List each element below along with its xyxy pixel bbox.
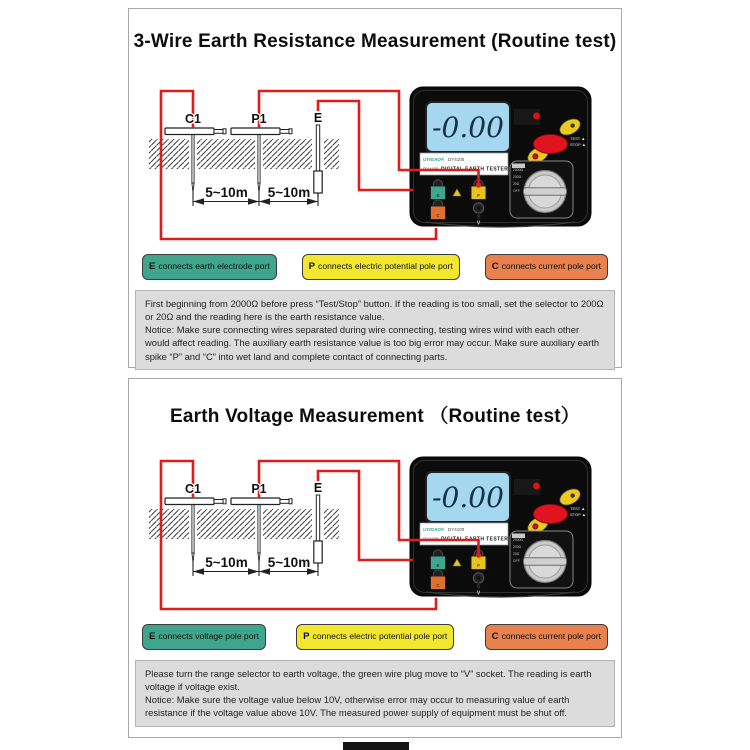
note-line-2: Notice: Make sure connecting wires separated during wire connecting, testing wires wind with each other would affect reading. The auxiliary earth resistance value is too big error may occur. Make sure auxiliary earth spike “P” and “C” into wet land and complete contact of connecting parts. [145, 324, 600, 362]
legend-c [485, 624, 608, 650]
test-button[interactable] [534, 135, 568, 154]
device-name-label: DIGITAL EARTH TESTER [441, 166, 509, 173]
earth-tester-device [410, 457, 591, 597]
range-selector-panel [510, 161, 573, 218]
dial-mark: 2000Ω [513, 538, 524, 542]
legend-e-text: connects voltage pole port [158, 631, 259, 641]
legend-e-letter: E [149, 261, 156, 272]
rotary-dial-knob[interactable] [524, 541, 567, 583]
panel-earth-resistance [128, 8, 622, 368]
page-title: 3-Wire Earth Resistance Measurement (Routine test) [133, 31, 617, 52]
port-v-label: V [476, 590, 481, 597]
distance-label-right: 5~10m [267, 555, 311, 570]
port-c-label: C [436, 583, 440, 588]
panel-earth-voltage [128, 378, 622, 738]
legend-c-text: connects current pole port [501, 631, 601, 641]
dial-mark: 200Ω [513, 175, 522, 179]
port-v-label: V [476, 220, 481, 227]
port-p-label: P [477, 193, 480, 198]
port-e-label: E [436, 563, 440, 568]
distance-label-left: 5~10m [205, 185, 248, 200]
legend-p-text: connects electric potential pole port [312, 631, 448, 641]
test-button-label: TEST ▲ [570, 136, 586, 141]
port-p-label: P [477, 563, 480, 568]
wire-p-plug [476, 552, 481, 557]
legend-e-text: connects earth electrode port [158, 261, 270, 271]
dial-mark: 2000Ω [513, 168, 524, 172]
device-nameplate [420, 153, 508, 175]
legend-e-letter: E [149, 631, 156, 642]
dial-mark: OFF [513, 559, 520, 563]
note-line-1: Please turn the range selector to earth voltage, the green wire plug move to “V” socket. The reading is earth voltage if voltage exist. [145, 668, 592, 693]
device-nameplate [420, 523, 508, 545]
range-selector-panel [510, 531, 573, 588]
stake-c1-label: C1 [185, 112, 201, 126]
ground-hatch [149, 139, 339, 169]
legend-p [296, 624, 454, 650]
test-button[interactable] [534, 505, 568, 524]
device-name-label: DIGITAL EARTH TESTER [441, 536, 509, 543]
stake-e-label: E [313, 481, 323, 495]
port-e-label: E [436, 193, 440, 198]
stake-e-label: E [313, 111, 323, 125]
lcd-reading: -0.00 [432, 111, 504, 144]
instruction-note [135, 660, 615, 727]
dial-mark: 20Ω [513, 182, 520, 186]
page-title: Earth Voltage Measurement （Routine test） [170, 406, 580, 427]
model-number: DY4100 [448, 527, 465, 532]
model-number: DY4100 [448, 157, 465, 162]
lcd-reading: -0.00 [432, 481, 504, 514]
stop-button-label: STOP ▲ [570, 512, 586, 517]
cropped-next-image-strip [343, 742, 409, 750]
legend-c-letter: C [491, 261, 499, 272]
legend-e [142, 254, 277, 280]
note-line-1: First beginning from 2000Ω before press “Test/Stop” button. If the reading is too small, set the selector to 200Ω or 20Ω and the reading here is the earth resistance value. [145, 298, 604, 323]
wire-p-plug [476, 182, 481, 187]
stake-c1-label: C1 [185, 482, 201, 496]
legend-c-text: connects current pole port [501, 261, 601, 271]
rotary-dial-knob[interactable] [524, 171, 567, 213]
instruction-note [135, 290, 615, 370]
distance-label-right: 5~10m [267, 185, 311, 200]
port-c-label: C [436, 213, 440, 218]
distance-label-left: 5~10m [205, 555, 248, 570]
legend-p-letter: P [308, 261, 316, 272]
stake-p1-label: P1 [251, 112, 267, 126]
legend-p [302, 254, 460, 280]
earth-tester-device [410, 87, 591, 227]
stop-button-label: STOP ▲ [570, 142, 586, 147]
battery-indicator [514, 109, 540, 125]
stake-p1-label: P1 [251, 482, 267, 496]
dial-mark: 20Ω [513, 552, 520, 556]
legend-c-letter: C [491, 631, 499, 642]
dial-mark: OFF [513, 189, 520, 193]
legend-row [142, 624, 608, 650]
wiring-diagram [129, 455, 623, 625]
ground-hatch [149, 509, 339, 539]
battery-indicator [514, 479, 540, 495]
legend-c [485, 254, 608, 280]
test-button-label: TEST ▲ [570, 506, 586, 511]
dial-mark: 200Ω [513, 545, 522, 549]
wiring-diagram [129, 85, 623, 255]
legend-row [142, 254, 608, 280]
brand-logo: UYIGAO® [423, 157, 445, 162]
lcd-display [426, 472, 510, 522]
legend-p-text: connects electric potential pole port [318, 261, 453, 271]
model-number-2: DY4100 [423, 536, 439, 542]
legend-e [142, 624, 266, 650]
brand-logo: UYIGAO® [423, 527, 445, 532]
model-number-2: DY4100 [423, 166, 439, 172]
legend-p-letter: P [303, 631, 310, 642]
lcd-display [426, 102, 510, 152]
note-line-2: Notice: Make sure the voltage value below 10V, otherwise error may occur to measuring value of earth resistance if the voltage value above 10V. The measured power supply of equipment must be shut off. [145, 694, 570, 719]
